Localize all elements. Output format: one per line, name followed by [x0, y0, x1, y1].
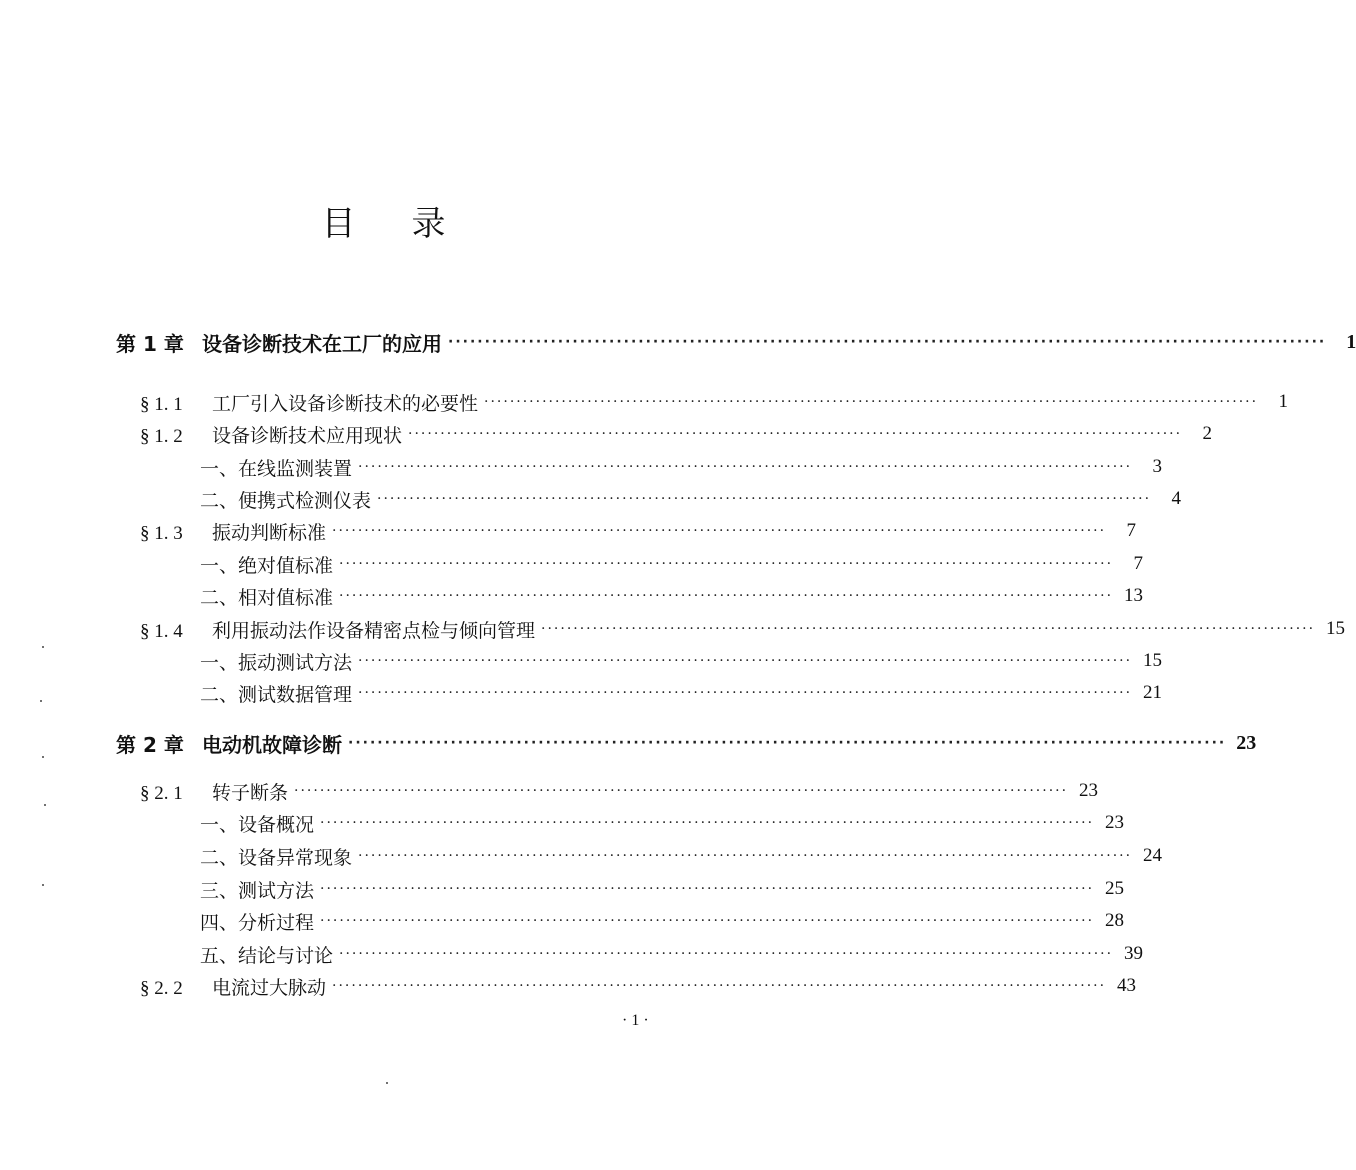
entry-label	[200, 680, 352, 707]
dot-leader: ························································································································	[339, 556, 1114, 572]
entry-page-number: 3	[1152, 456, 1163, 477]
dot-leader: ························································································································	[484, 394, 1259, 410]
entry-label	[200, 908, 314, 935]
dot-leader: ························································································································	[320, 881, 1095, 897]
toc-subsection-entry	[200, 452, 1163, 482]
entry-title: 五、结论与讨论	[200, 944, 334, 967]
dot-leader: ························································································································	[358, 685, 1133, 701]
entry-title: 转子断条	[212, 781, 289, 804]
dot-leader: ························································································································	[358, 459, 1133, 475]
entry-page-number: 28	[1105, 910, 1125, 931]
entry-page-number: 15	[1326, 618, 1346, 639]
toc-section-entry	[140, 387, 1289, 417]
entry-number: 第 1 章	[116, 331, 184, 356]
entry-page-number: 7	[1133, 553, 1144, 574]
entry-label	[200, 551, 333, 578]
entry-label	[140, 389, 478, 416]
entry-page-number: 25	[1105, 878, 1125, 899]
dot-leader: ························································································································	[294, 783, 1069, 799]
toc-section-entry	[140, 776, 1099, 806]
entry-page-number: 43	[1117, 975, 1137, 996]
dot-leader: ························································································································	[332, 523, 1107, 539]
entry-number: § 1. 3	[140, 522, 183, 544]
entry-number: § 2. 2	[140, 977, 183, 999]
toc-subsection-entry	[200, 906, 1125, 936]
entry-label	[140, 518, 326, 545]
entry-title: 电动机故障诊断	[202, 732, 342, 757]
entry-label	[200, 876, 314, 903]
entry-label	[140, 421, 402, 448]
entry-title: 四、分析过程	[200, 911, 315, 934]
entry-label	[116, 729, 342, 758]
toc-subsection-entry	[200, 874, 1125, 904]
entry-page-number: 23	[1105, 812, 1125, 833]
entry-number: § 2. 1	[140, 782, 183, 804]
entry-page-number: 4	[1171, 488, 1182, 509]
entry-label	[200, 454, 352, 481]
entry-number: § 1. 1	[140, 393, 183, 415]
toc-section-entry	[140, 971, 1137, 1001]
toc-subsection-entry	[200, 484, 1182, 514]
page-number: · 1 ·	[622, 1012, 649, 1029]
toc-chapter-entry	[116, 327, 1356, 357]
dot-leader: ························································································································	[339, 588, 1114, 604]
entry-page-number: 23	[1079, 780, 1099, 801]
entry-title: 二、设备异常现象	[200, 846, 353, 869]
entry-number: 第 2 章	[116, 732, 184, 757]
scan-speck	[42, 646, 44, 648]
entry-page-number: 39	[1124, 943, 1144, 964]
toc-subsection-entry	[200, 678, 1163, 708]
entry-page-number: 7	[1126, 520, 1137, 541]
dot-leader: ························································································································	[358, 848, 1133, 864]
entry-label	[116, 328, 442, 357]
entry-title: 二、便携式检测仪表	[200, 489, 372, 512]
scan-speck	[44, 804, 46, 806]
toc-subsection-entry	[200, 549, 1144, 579]
entry-title: 二、相对值标准	[200, 586, 334, 609]
entry-title: 设备诊断技术应用现状	[212, 424, 403, 447]
scan-speck	[42, 756, 44, 758]
dot-leader: ························································································································	[541, 621, 1316, 637]
dot-leader: ························································································································	[448, 334, 1327, 350]
entry-page-number: 1	[1346, 330, 1356, 353]
toc-subsection-entry	[200, 841, 1163, 871]
entry-page-number: 15	[1143, 650, 1163, 671]
entry-page-number: 24	[1143, 845, 1163, 866]
entry-title: 一、在线监测装置	[200, 457, 353, 480]
dot-leader: ························································································································	[339, 946, 1114, 962]
scan-speck	[40, 700, 42, 702]
entry-label	[200, 648, 352, 675]
entry-label	[140, 973, 326, 1000]
toc-section-entry	[140, 614, 1346, 644]
toc-subsection-entry	[200, 581, 1144, 611]
entry-label	[200, 941, 333, 968]
entry-title: 振动判断标准	[212, 521, 327, 544]
entry-label	[200, 843, 352, 870]
dot-leader: ························································································································	[358, 653, 1133, 669]
toc-section-entry	[140, 419, 1213, 449]
toc-chapter-entry	[116, 728, 1257, 758]
entry-page-number: 23	[1236, 731, 1257, 754]
entry-title: 一、设备概况	[200, 813, 315, 836]
entry-label	[200, 583, 333, 610]
dot-leader: ························································································································	[320, 913, 1095, 929]
title-char-right: 录	[411, 204, 448, 244]
scan-speck	[386, 1082, 388, 1084]
entry-page-number: 2	[1202, 423, 1213, 444]
entry-number: § 1. 4	[140, 620, 183, 642]
entry-label	[140, 616, 535, 643]
entry-number: § 1. 2	[140, 425, 183, 447]
toc-subsection-entry	[200, 646, 1163, 676]
dot-leader: ························································································································	[377, 491, 1152, 507]
entry-page-number: 13	[1124, 585, 1144, 606]
entry-page-number: 1	[1278, 391, 1289, 412]
entry-title: 三、测试方法	[200, 879, 315, 902]
entry-label	[200, 810, 314, 837]
entry-label	[200, 486, 371, 513]
entry-title: 设备诊断技术在工厂的应用	[202, 331, 442, 356]
entry-title: 二、测试数据管理	[200, 683, 353, 706]
entry-title: 一、振动测试方法	[200, 651, 353, 674]
toc-subsection-entry	[200, 808, 1125, 838]
dot-leader: ························································································································	[408, 426, 1183, 442]
entry-title: 电流过大脉动	[212, 976, 327, 999]
scan-speck	[42, 884, 44, 886]
dot-leader: ························································································································	[348, 735, 1227, 751]
dot-leader: ························································································································	[332, 978, 1107, 994]
entry-label	[140, 778, 288, 805]
title-char-left: 目	[321, 204, 358, 244]
entry-title: 一、绝对值标准	[200, 554, 334, 577]
entry-title: 工厂引入设备诊断技术的必要性	[212, 392, 479, 415]
entry-title: 利用振动法作设备精密点检与倾向管理	[212, 619, 536, 642]
entry-page-number: 21	[1143, 682, 1163, 703]
dot-leader: ························································································································	[320, 815, 1095, 831]
toc-section-entry	[140, 516, 1137, 546]
toc-subsection-entry	[200, 939, 1144, 969]
